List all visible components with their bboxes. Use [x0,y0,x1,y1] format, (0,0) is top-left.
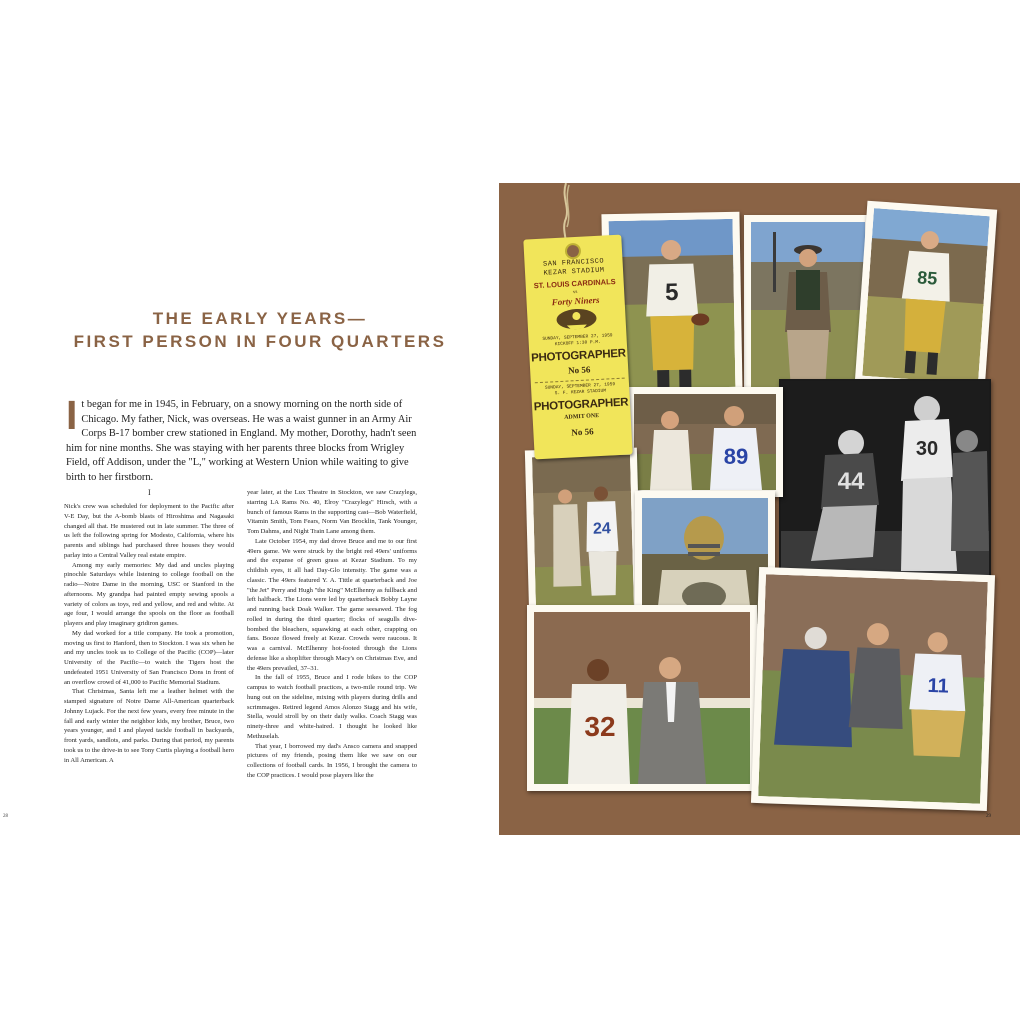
chapter-title-line2: FIRST PERSON IN FOUR QUARTERS [73,332,447,351]
ticket-line1: SAN FRANCISCO [542,257,605,269]
intro-paragraph [66,392,421,486]
drop-cap: I [66,392,78,438]
photo-coach-in-hat [744,215,872,397]
chapter-title-line1: THE EARLY YEARS— [152,309,368,328]
column2-paragraph: Late October 1954, my dad drove Bruce and me to our first 49ers game. We were struck by the bright red 49ers' uniforms and the expanse of green grass at Kezar Stadium. To my childish eyes, it all had Day-Glo intensity. The game was a classic. The 49ers featured Y. A. Tittle at quarterback and Joe "the Jet" Perry and Hugh "the King" McElhenny as fullback and left halfback. The Lions were led by quarterback Bobby Layne and running back Doak Walker. The game seesawed. The fog rolled in during the third quarter; flocks of seagulls dive-bombed the bleachers, squawking at each other, crapping on fans. Booze flowed freely at Kezar. Crowds were raucous. It was a carnival. McElhenny hot-footed through the Lions defense like a shoplifter through Macy's on Christmas Eve, and the 49ers prevailed, 37–31. [247,537,417,672]
photo-players-24-number: 24 [592,520,612,538]
ticket-team: ST. LOUIS CARDINALS [533,276,616,291]
photo-sideline-11 [751,567,995,811]
photo-player-32-with-man [527,605,757,791]
ticket-number2: No 56 [571,426,594,438]
ticket-brand: Forty Niners [551,294,600,308]
column2-paragraph: year later, at the Lux Theatre in Stockton, we saw Crazylegs, starring LA Rams No. 40, Elroy "Crazylegs" Hirsch, with a bunch of famous Rams in the supporting cast—Bob Waterfield, Vitamin Smith, Tom Fears, Norm Van Brocklin, Tank Younger, Tom Dahms, and Night Train Lane among them. [247,489,417,535]
column2-paragraph: That year, I borrowed my dad's Ansco camera and snapped pictures of my friends, posing them like we saw on our collections of football cards. In 1956, I brought the camera to the COP practices. I would pose players like the [247,742,417,779]
ticket-miner-logo [554,306,599,332]
ticket-photographer-label2: PHOTOGRAPHER [533,396,629,414]
ticket-photographer-label1: PHOTOGRAPHER [530,347,627,365]
left-page [0,183,498,835]
photo-player-85 [855,201,997,392]
ticket-vs: vs [572,289,578,296]
photo-players-24 [525,448,641,617]
ticket-date2: SUNDAY, SEPTEMBER 27, 1959 [544,382,616,391]
photo-player-32-number: 32 [584,711,616,742]
photo-player-5-number: 5 [664,278,679,307]
column2-paragraph: In the fall of 1955, Bruce and I rode bikes to the COP campus to watch football practices, a two-mile round trip. We hung out on the sideline, mixing with players during drills and scrimmages. Retired legend Amos Alonzo Stagg and his wife, Stella, would stroll by on their daily walks. Coach Stagg was ninety-three and white-haired. I thought he looked like Methuselah. [247,674,417,740]
ticket-admit: ADMIT ONE [563,412,600,421]
ticket-kickoff: KICKOFF 1:30 P.M. [554,339,601,348]
ticket-venue2: S. F. KEZAR STADIUM [554,388,607,397]
column1-paragraph: My dad worked for a title company. He took a promotion, moving us first to Hanford, then to Stockton. I was six when he and my uncles took us to College of the Pacific (COP)—later University of the Pacific—to watch the Tigers host the undefeated 1951 University of San Francisco Dons in front of an overflow crowd of 41,000 to Pacific Memorial Stadium. [64,629,234,686]
ticket-hole [565,243,582,260]
book-spread [0,183,1020,835]
column1-paragraph: Nick's crew was scheduled for deployment to the Pacific after V-E Day, but the A-bomb blasts of Hiroshima and Nagasaki changed all that. He mustered out in late summer. The three of us left the following spring for Modesto, California, where his parents and siblings had purchased three houses they would parlay into a Central Valley real estate empire. [64,503,234,559]
photo-handshake-number: 89 [723,444,749,469]
right-page-photo-collage [499,183,1020,835]
ticket-number1: No 56 [567,364,591,376]
section-number: I [148,488,151,497]
photo-handshake-89 [627,387,783,497]
ticket-date1: SUNDAY, SEPTEMBER 27, 1959 [542,333,613,342]
photographer-ticket [523,235,632,460]
photo-player-85-number: 85 [916,267,938,289]
body-column-1 [64,502,234,765]
photo-action-44-30 [779,379,991,579]
intro-text: t began for me in 1945, in February, on a snowy morning on the north side of Chicago. My father, Nick, was overseas. He was a waist gunner in an Army Air Corps B-17 bomber crew stationed in England. My mother, Dorothy, hadn't seen him for nine months. She was staying with her parents three blocks from Wrigley Field, off Addison, under the "L," working at Western Union while waiting to give birth to her firstborn. [66,399,417,483]
page-number-right: 29 [986,814,991,819]
photo-sideline-11-number: 11 [927,674,950,698]
page-number-left: 28 [3,814,8,819]
body-column-2 [247,488,417,781]
ticket-line2: KEZAR STADIUM [543,266,605,278]
column1-paragraph: Among my early memories: My dad and uncles playing pinochle Saturdays while listening to college football on the radio—Notre Dame in the morning, USC or Stanford in the afternoons. My grandpa had painted empty sewing spools a variety of colors as toys, red and yellow, and red and white. At age four, I would arrange the spools on the floor as football players and play imaginary gridiron games. [64,561,234,627]
column1-paragraph: That Christmas, Santa left me a leather helmet with the stamped signature of Notre Dame All-American quarterback Johnny Lujack. For the next few years, every free minute in the fall and early winter the neighbor kids, my brother, Bruce, two years younger, and I and played tackle football in backyards, front yards, sandlots, and parks. During that period, my parents took us to the drive-in to see Tony Curtis playing a football hero in All American. A [64,688,234,764]
photo-action-44-number: 44 [837,468,865,495]
photo-action-30-number: 30 [915,438,939,460]
